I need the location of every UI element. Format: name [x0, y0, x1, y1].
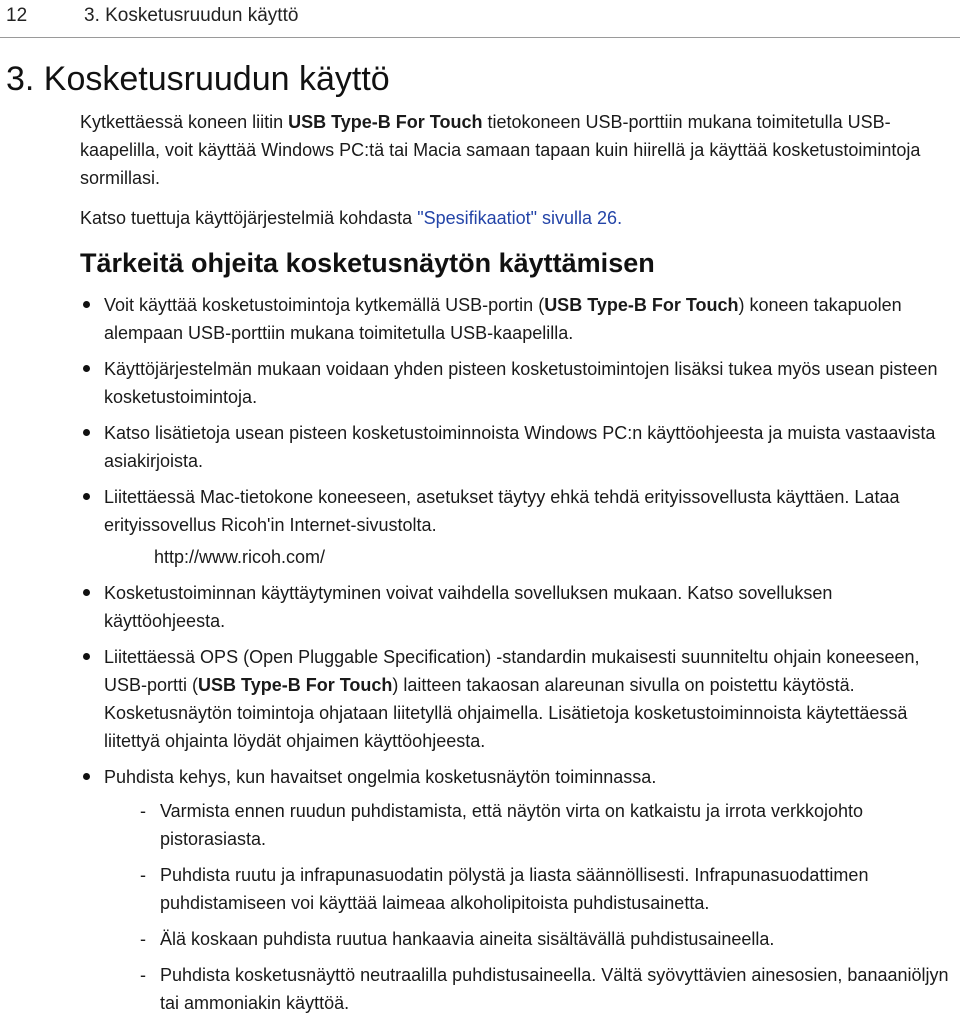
list-item-text-start: Liitettäessä OPS (Open Pluggable Specification) -standardin mukaisesti suunniteltu ohjain koneeseen, USB-portti ( — [104, 647, 920, 695]
sublist-item-text: Puhdista ruutu ja infrapunasuodatin pölystä ja liasta säännöllisesti. Infrapunasuodattimen puhdistamiseen voi käyttää laimeaa alkoholipitoista puhdistusainetta. — [160, 865, 869, 913]
sublist-item-text: Älä koskaan puhdista ruutua hankaavia aineita sisältävällä puhdistusaineella. — [160, 929, 775, 949]
bullet-icon — [83, 773, 90, 780]
sublist-item — [104, 961, 956, 1017]
dash-icon: - — [140, 801, 146, 821]
list-item-text: Käyttöjärjestelmän mukaan voidaan yhden pisteen kosketustoimintojen lisäksi tukea myös usean pisteen kosketustoimintoja. — [104, 359, 938, 407]
sublist-item — [104, 925, 956, 953]
intro-text-end: tietokoneen USB-porttiin mukana toimitetulla USB-kaapelilla, voit käyttää Windows PC:tä tai Macia samaan tapaan kuin hiirellä ja käyttää kosketustoimintoja sormillasi. — [80, 112, 921, 188]
page-header — [0, 0, 960, 36]
bullet-icon — [83, 301, 90, 308]
page-content — [80, 108, 956, 1025]
list-item-text-end: ) laitteen takaosan alareunan sivulla on poistettu käytöstä. Kosketusnäytön toimintoja ohjataan liitetyllä ohjaimella. Lisätietoja kosketustoiminnoista käytettäessä liitettyä ohjainta löydät ohjaimen käyttöohjeesta. — [104, 675, 908, 751]
reference-text: Katso tuettuja käyttöjärjestelmiä kohdasta — [80, 208, 418, 228]
list-item-text-end: ) koneen takapuolen alempaan USB-porttiin mukana toimitetulla USB-kaapelilla. — [104, 295, 902, 343]
list-item — [80, 643, 956, 755]
list-item — [80, 291, 956, 347]
reference-paragraph — [80, 204, 956, 232]
list-item — [80, 579, 956, 635]
connector-name: USB Type-B For Touch — [544, 295, 739, 315]
list-item-text-start: Voit käyttää kosketustoimintoja kytkemällä USB-portin ( — [104, 295, 545, 315]
sublist-item — [104, 797, 956, 853]
spec-link[interactable]: "Spesifikaatiot" sivulla 26. — [417, 208, 623, 228]
bullet-icon — [83, 365, 90, 372]
section-title: Tärkeitä ohjeita kosketusnäytön käyttämisen — [80, 248, 655, 278]
list-item-text: Kosketustoiminnan käyttäytyminen voivat vaihdella sovelluksen mukaan. Katso sovelluksen käyttöohjeesta. — [104, 583, 833, 631]
list-item-text — [104, 643, 956, 755]
bullet-icon — [83, 493, 90, 500]
sublist-item — [104, 861, 956, 917]
dash-icon: - — [140, 965, 146, 985]
list-item — [80, 483, 956, 571]
list-item-text — [104, 291, 956, 347]
ricoh-url-link[interactable]: http://www.ricoh.com/ — [154, 547, 326, 567]
connector-name: USB Type-B For Touch — [198, 675, 393, 695]
running-header-title: 3. Kosketusruudun käyttö — [84, 5, 299, 26]
list-item — [80, 355, 956, 411]
sublist-item-text: Varmista ennen ruudun puhdistamista, että näytön virta on katkaistu ja irrota verkkojohto pistorasiasta. — [160, 801, 864, 849]
cleaning-sublist — [104, 797, 956, 1017]
list-item-text: Katso lisätietoja usean pisteen kosketustoiminnoista Windows PC:n käyttöohjeesta ja muista vastaavista asiakirjoista. — [104, 423, 936, 471]
bullet-icon — [83, 653, 90, 660]
chapter-title: 3. Kosketusruudun käyttö — [6, 60, 390, 98]
bullet-icon — [83, 589, 90, 596]
intro-paragraph — [80, 108, 956, 192]
bullet-icon — [83, 429, 90, 436]
connector-name: USB Type-B For Touch — [288, 112, 483, 132]
list-item — [80, 763, 956, 1017]
list-item-text: Liitettäessä Mac-tietokone koneeseen, asetukset täytyy ehkä tehdä erityissovellusta käyttäen. Lataa erityissovellus Ricoh'in Internet-sivustolta. — [104, 487, 900, 535]
list-item — [80, 419, 956, 475]
dash-icon: - — [140, 865, 146, 885]
sublist-item-text: Puhdista kosketusnäyttö neutraalilla puhdistusaineella. Vältä syövyttävien ainesosien, banaaniöljyn tai ammoniakin käyttöä. — [160, 965, 949, 1013]
instruction-list — [80, 291, 956, 1017]
dash-icon: - — [140, 929, 146, 949]
list-item-text: Puhdista kehys, kun havaitset ongelmia kosketusnäytön toiminnassa. — [104, 767, 657, 787]
intro-text-start: Kytkettäessä koneen liitin — [80, 112, 289, 132]
page-number: 12 — [6, 5, 28, 26]
header-rule — [0, 37, 960, 38]
